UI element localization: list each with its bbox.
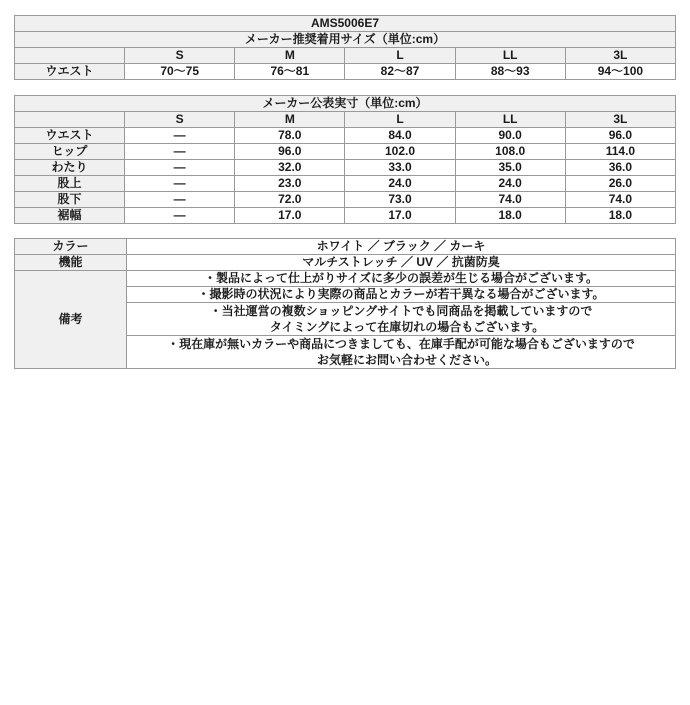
measure-cell: 102.0: [345, 144, 455, 160]
remarks-line: タイミングによって在庫切れの場合もございます。: [257, 320, 545, 334]
actual-col-header-s: S: [125, 112, 235, 128]
actual-col-header-3l: 3L: [565, 112, 675, 128]
measure-cell: ―: [125, 128, 235, 144]
measure-cell: 90.0: [455, 128, 565, 144]
size-cell: 94～100: [565, 64, 675, 80]
measure-cell: 78.0: [235, 128, 345, 144]
actual-col-header-blank: [15, 112, 125, 128]
measure-cell: 24.0: [345, 176, 455, 192]
remarks-line: お気軽にお問い合わせください。: [304, 353, 497, 367]
table-row: [15, 96, 676, 112]
measure-cell: 26.0: [565, 176, 675, 192]
size-cell: 88～93: [455, 64, 565, 80]
actual-col-header-m: M: [235, 112, 345, 128]
size-cell: 82～87: [345, 64, 455, 80]
size-col-header-3l: 3L: [565, 48, 675, 64]
row-label-rise: 股上: [15, 176, 125, 192]
measure-cell: 18.0: [565, 208, 675, 224]
row-label-waist: ウエスト: [15, 64, 125, 80]
measure-cell: 96.0: [565, 128, 675, 144]
size-col-header-m: M: [235, 48, 345, 64]
measure-cell: 84.0: [345, 128, 455, 144]
product-info-table: [14, 238, 676, 369]
measure-cell: 114.0: [565, 144, 675, 160]
table-row: [15, 192, 676, 208]
remarks-item: [127, 336, 676, 369]
size-col-header-l: L: [345, 48, 455, 64]
measure-cell: ―: [125, 144, 235, 160]
row-label-waist: ウエスト: [15, 128, 125, 144]
remarks-line: ・現在庫が無いカラーや商品につきましても、在庫手配が可能な場合もございますので: [167, 337, 635, 351]
measure-cell: 96.0: [235, 144, 345, 160]
table-row: [15, 32, 676, 48]
table-row: [15, 255, 676, 271]
row-label-hem-width: 裾幅: [15, 208, 125, 224]
recommended-size-table: [14, 15, 676, 80]
row-label-hip: ヒップ: [15, 144, 125, 160]
measure-cell: 73.0: [345, 192, 455, 208]
actual-measurements-title: メーカー公表実寸（単位:cm）: [15, 96, 676, 112]
table-row: [15, 271, 676, 287]
remarks-item: ・製品によって仕上がりサイズに多少の誤差が生じる場合がございます。: [127, 271, 676, 287]
measure-cell: 74.0: [565, 192, 675, 208]
measure-cell: 32.0: [235, 160, 345, 176]
measure-cell: 17.0: [235, 208, 345, 224]
actual-measurements-table: [14, 95, 676, 224]
actual-col-header-ll: LL: [455, 112, 565, 128]
measure-cell: 72.0: [235, 192, 345, 208]
row-label-function: 機能: [15, 255, 127, 271]
table-row: [15, 160, 676, 176]
function-options: マルチストレッチ ／ UV ／ 抗菌防臭: [127, 255, 676, 271]
row-label-color: カラー: [15, 239, 127, 255]
product-code: AMS5006E7: [15, 16, 676, 32]
table-row: [15, 128, 676, 144]
size-cell: 76～81: [235, 64, 345, 80]
measure-cell: 24.0: [455, 176, 565, 192]
measure-cell: ―: [125, 176, 235, 192]
row-label-thigh: わたり: [15, 160, 125, 176]
measure-cell: 17.0: [345, 208, 455, 224]
measure-cell: 36.0: [565, 160, 675, 176]
row-label-remarks: 備考: [15, 271, 127, 369]
table-row: [15, 112, 676, 128]
remarks-item: ・撮影時の状況により実際の商品とカラーが若干異なる場合がございます。: [127, 287, 676, 303]
measure-cell: 108.0: [455, 144, 565, 160]
table-row: [15, 16, 676, 32]
size-chart-page: [0, 15, 690, 705]
table-row: [15, 48, 676, 64]
measure-cell: ―: [125, 160, 235, 176]
measure-cell: 23.0: [235, 176, 345, 192]
actual-col-header-l: L: [345, 112, 455, 128]
table-row: [15, 64, 676, 80]
measure-cell: 33.0: [345, 160, 455, 176]
size-col-header-blank: [15, 48, 125, 64]
measure-cell: ―: [125, 208, 235, 224]
remarks-line: ・当社運営の複数ショッピングサイトでも同商品を掲載していますので: [209, 304, 593, 318]
measure-cell: ―: [125, 192, 235, 208]
measure-cell: 18.0: [455, 208, 565, 224]
remarks-item: [127, 303, 676, 336]
row-label-inseam: 股下: [15, 192, 125, 208]
size-col-header-s: S: [125, 48, 235, 64]
recommended-size-title: メーカー推奨着用サイズ（単位:cm）: [15, 32, 676, 48]
measure-cell: 74.0: [455, 192, 565, 208]
color-options: ホワイト ／ ブラック ／ カーキ: [127, 239, 676, 255]
size-col-header-ll: LL: [455, 48, 565, 64]
measure-cell: 35.0: [455, 160, 565, 176]
table-row: [15, 208, 676, 224]
size-cell: 70～75: [125, 64, 235, 80]
table-row: [15, 239, 676, 255]
table-row: [15, 144, 676, 160]
table-row: [15, 176, 676, 192]
